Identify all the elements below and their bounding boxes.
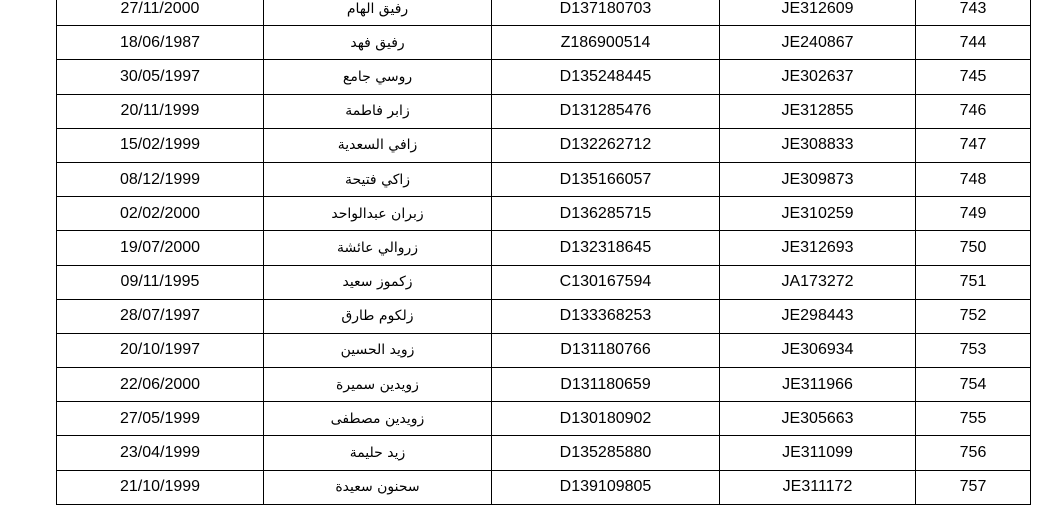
- name-text: زبران عبدالواحد: [331, 205, 424, 222]
- cin-cell: D135248445: [492, 60, 720, 94]
- name-cell: [264, 402, 492, 436]
- name-text: زويد الحسين: [340, 342, 415, 359]
- name-cell: [264, 60, 492, 94]
- cin-cell: D135166057: [492, 162, 720, 196]
- table-row: [57, 265, 1031, 299]
- date-cell: 09/11/1995: [57, 265, 264, 299]
- name-cell: [264, 368, 492, 402]
- table-row: [57, 26, 1031, 60]
- table-row: [57, 60, 1031, 94]
- code-cell: JE298443: [720, 299, 916, 333]
- name-cell: [264, 128, 492, 162]
- table-row: [57, 436, 1031, 470]
- cin-cell: Z186900514: [492, 26, 720, 60]
- code-cell: JE312693: [720, 231, 916, 265]
- name-cell: [264, 26, 492, 60]
- name-text: زويدين سميرة: [336, 376, 419, 393]
- code-cell: JE306934: [720, 333, 916, 367]
- code-cell: JE311099: [720, 436, 916, 470]
- number-cell: 744: [916, 26, 1031, 60]
- number-cell: 753: [916, 333, 1031, 367]
- date-cell: 27/11/2000: [57, 0, 264, 26]
- date-cell: 22/06/2000: [57, 368, 264, 402]
- code-cell: JE312609: [720, 0, 916, 26]
- date-cell: 08/12/1999: [57, 162, 264, 196]
- name-text: روسي جامع: [342, 68, 413, 85]
- date-cell: 28/07/1997: [57, 299, 264, 333]
- cin-cell: D133368253: [492, 299, 720, 333]
- cin-cell: D137180703: [492, 0, 720, 26]
- table-row: [57, 94, 1031, 128]
- code-cell: JE310259: [720, 197, 916, 231]
- code-cell: JE305663: [720, 402, 916, 436]
- name-text: رفيق فهد: [350, 34, 405, 51]
- name-text: زلكوم طارق: [341, 308, 414, 325]
- number-cell: 749: [916, 197, 1031, 231]
- table-row: [57, 299, 1031, 333]
- name-text: سحنون سعيدة: [335, 479, 420, 496]
- cin-cell: D131180659: [492, 368, 720, 402]
- code-cell: JE302637: [720, 60, 916, 94]
- code-cell: JE311966: [720, 368, 916, 402]
- name-text: زاكي فتيحة: [344, 171, 411, 188]
- name-cell: [264, 265, 492, 299]
- name-text: زيد حليمة: [349, 445, 406, 462]
- date-cell: 02/02/2000: [57, 197, 264, 231]
- date-cell: 23/04/1999: [57, 436, 264, 470]
- number-cell: 747: [916, 128, 1031, 162]
- cin-cell: D132318645: [492, 231, 720, 265]
- name-cell: [264, 436, 492, 470]
- cin-cell: D139109805: [492, 470, 720, 504]
- date-cell: 19/07/2000: [57, 231, 264, 265]
- table-row: [57, 162, 1031, 196]
- table-row: [57, 231, 1031, 265]
- number-cell: 754: [916, 368, 1031, 402]
- number-cell: 743: [916, 0, 1031, 26]
- name-cell: [264, 333, 492, 367]
- date-cell: 21/10/1999: [57, 470, 264, 504]
- date-cell: 27/05/1999: [57, 402, 264, 436]
- name-text: زويدين مصطفى: [330, 410, 425, 427]
- code-cell: JE309873: [720, 162, 916, 196]
- cin-cell: D136285715: [492, 197, 720, 231]
- number-cell: 745: [916, 60, 1031, 94]
- code-cell: JE240867: [720, 26, 916, 60]
- date-cell: 30/05/1997: [57, 60, 264, 94]
- number-cell: 757: [916, 470, 1031, 504]
- table-row: [57, 402, 1031, 436]
- table-row: [57, 333, 1031, 367]
- name-text: زكموز سعيد: [342, 274, 413, 291]
- table-row: [57, 197, 1031, 231]
- name-text: زافي السعدية: [337, 137, 418, 154]
- number-cell: 748: [916, 162, 1031, 196]
- cin-cell: C130167594: [492, 265, 720, 299]
- records-table-container: [56, 0, 1025, 505]
- code-cell: JE311172: [720, 470, 916, 504]
- table-row: [57, 470, 1031, 504]
- name-cell: [264, 94, 492, 128]
- code-cell: JA173272: [720, 265, 916, 299]
- number-cell: 750: [916, 231, 1031, 265]
- cin-cell: D135285880: [492, 436, 720, 470]
- name-cell: [264, 231, 492, 265]
- cin-cell: D132262712: [492, 128, 720, 162]
- date-cell: 18/06/1987: [57, 26, 264, 60]
- name-cell: [264, 470, 492, 504]
- name-text: زروالي عائشة: [336, 239, 419, 256]
- cin-cell: D130180902: [492, 402, 720, 436]
- name-text: زابر فاطمة: [345, 103, 410, 120]
- records-table: [56, 0, 1031, 505]
- number-cell: 752: [916, 299, 1031, 333]
- name-cell: [264, 162, 492, 196]
- date-cell: 20/11/1999: [57, 94, 264, 128]
- date-cell: 20/10/1997: [57, 333, 264, 367]
- name-cell: [264, 197, 492, 231]
- number-cell: 746: [916, 94, 1031, 128]
- number-cell: 751: [916, 265, 1031, 299]
- table-row: [57, 368, 1031, 402]
- number-cell: 756: [916, 436, 1031, 470]
- code-cell: JE308833: [720, 128, 916, 162]
- table-row: [57, 128, 1031, 162]
- name-cell: [264, 299, 492, 333]
- cin-cell: D131180766: [492, 333, 720, 367]
- number-cell: 755: [916, 402, 1031, 436]
- cin-cell: D131285476: [492, 94, 720, 128]
- name-cell: [264, 0, 492, 26]
- date-cell: 15/02/1999: [57, 128, 264, 162]
- table-row: [57, 0, 1031, 26]
- table-body: [57, 0, 1031, 504]
- name-text: رفيق الهام: [346, 0, 409, 17]
- code-cell: JE312855: [720, 94, 916, 128]
